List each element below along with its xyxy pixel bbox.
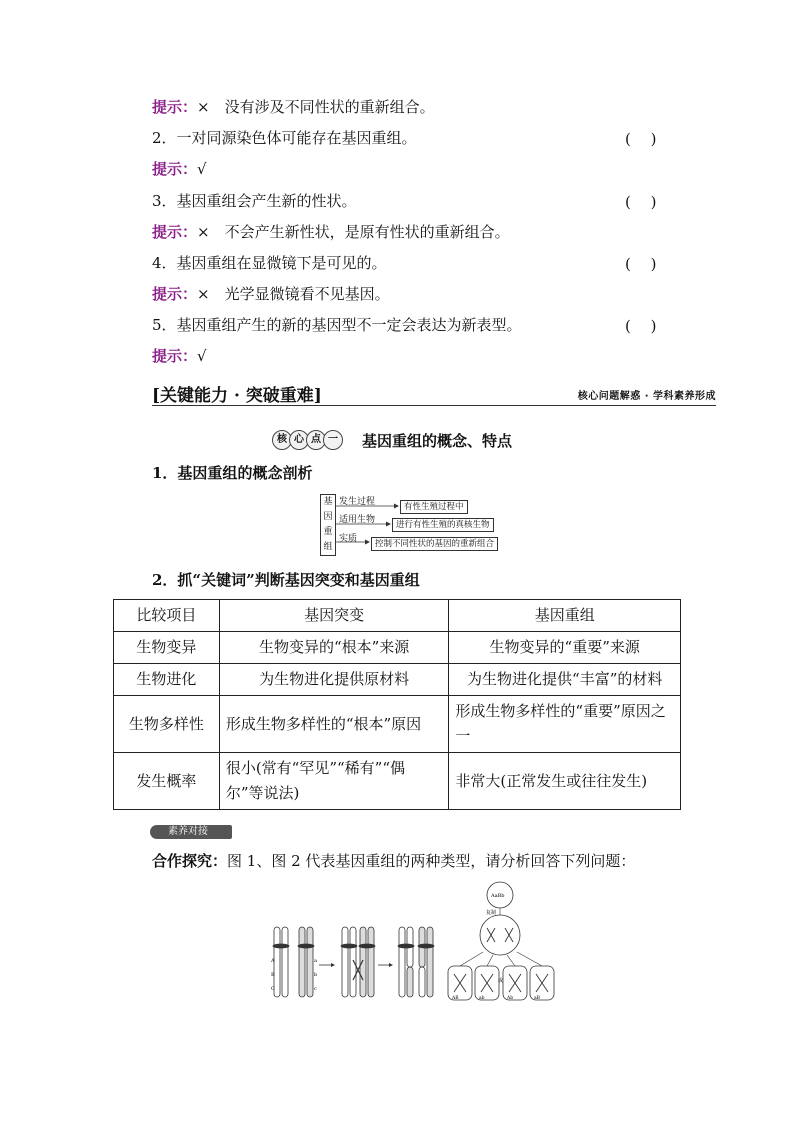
section-tag: 核心问题解惑 · 学科素养形成 [577, 391, 716, 402]
gene-label: C [271, 986, 275, 992]
core-point-heading [272, 430, 512, 450]
literacy-tag: 素养对接 [150, 825, 232, 839]
coop-label: 合作探究： [152, 852, 228, 870]
table-cell: 生物变异 [114, 632, 220, 664]
chromosome-pair-before [273, 927, 314, 997]
table-header-cell: 基因重组 [449, 600, 681, 632]
answer-paren-5[interactable]: ( ) [625, 317, 657, 335]
hint-label: 提示： [152, 285, 198, 303]
chromosome-pair-after [398, 927, 434, 997]
coop-text: 图 1、图 2 代表基因重组的两种类型，请分析回答下列问题： [227, 852, 636, 870]
table-cell: 生物多样性 [114, 696, 220, 753]
table-header-cell: 比较项目 [114, 600, 220, 632]
section-title: [关键能力 · 突破重难] [152, 386, 322, 406]
concept-vertical-char: 组 [323, 542, 333, 552]
section-header [152, 383, 716, 406]
gene-label: A [271, 958, 275, 964]
table-cell: 生物进化 [114, 664, 220, 696]
cooperative-inquiry [152, 851, 635, 871]
core-badge-char: 核 [272, 430, 292, 450]
table-cell: 生物变异的“根本”来源 [219, 632, 449, 664]
table-header-row [114, 600, 681, 632]
table-row [114, 696, 681, 753]
replicated-cell [480, 915, 520, 955]
core-badge-char: 一 [323, 430, 343, 450]
cell-genotype: ab [479, 996, 485, 1001]
hint-label: 提示： [152, 347, 198, 365]
gene-label: b [314, 972, 318, 978]
hint-line-2 [152, 159, 207, 179]
table-header-cell: 基因突变 [219, 600, 449, 632]
gene-label: c [314, 986, 317, 992]
chromosome-pair-crossover [341, 927, 375, 997]
comparison-table [113, 599, 681, 810]
core-title: 基因重组的概念、特点 [362, 431, 513, 450]
concept-label-essence: 实质 [339, 534, 358, 544]
hint-text: × 没有涉及不同性状的重新组合。 [197, 98, 435, 116]
table-row [114, 632, 681, 664]
question-4: 4．基因重组在显微镜下是可见的。 [152, 254, 387, 272]
answer-paren-2[interactable]: ( ) [625, 130, 657, 148]
table-cell: 生物变异的“重要”来源 [449, 632, 681, 664]
hint-label: 提示： [152, 223, 198, 241]
table-cell: 非常大(正常发生或往往发生) [449, 753, 681, 810]
arrow-icon [378, 963, 393, 967]
answer-paren-3[interactable]: ( ) [625, 193, 657, 211]
hint-line-5 [152, 346, 207, 366]
subheading-2: 2．抓“关键词”判断基因突变和基因重组 [152, 571, 420, 589]
table-row [114, 664, 681, 696]
cell-genotype: AB [452, 996, 459, 1001]
concept-label-process: 发生过程 [339, 497, 376, 507]
concept-vertical-char: 重 [323, 527, 333, 537]
hint-text: √ [197, 160, 207, 178]
cell-genotype: AaBb [491, 893, 505, 899]
table-cell: 很小(常有“罕见”“稀有”“偶尔”等说法) [219, 753, 449, 810]
question-3: 3．基因重组会产生新的性状。 [152, 192, 357, 210]
or-label: 或 [498, 978, 504, 984]
hint-line-3 [152, 222, 510, 242]
gene-label: a [314, 958, 317, 964]
hint-text: √ [197, 347, 207, 365]
concept-box-essence: 控制不同性状的基因的重新组合 [371, 537, 498, 551]
table-cell: 形成生物多样性的“重要”原因之一 [449, 696, 681, 753]
figure-2-label: 复制 [486, 910, 497, 916]
hint-text: × 光学显微镜看不见基因。 [197, 285, 390, 303]
answer-paren-4[interactable]: ( ) [625, 255, 657, 273]
concept-box-process: 有性生殖过程中 [400, 500, 468, 514]
table-cell: 形成生物多样性的“根本”原因 [219, 696, 449, 753]
core-badge [272, 430, 340, 450]
concept-box-organism: 进行有性生殖的真核生物 [392, 518, 494, 532]
arrow-icon [319, 963, 335, 967]
table-cell: 为生物进化提供原材料 [219, 664, 449, 696]
concept-vertical-char: 基 [323, 497, 333, 507]
hint-label: 提示： [152, 160, 198, 178]
gene-label: B [271, 972, 275, 978]
hint-line-1 [152, 97, 435, 117]
hint-label: 提示： [152, 98, 198, 116]
cell-genotype: aB [534, 996, 540, 1001]
hint-text: × 不会产生新性状，是原有性状的重新组合。 [197, 223, 510, 241]
subheading-1: 1．基因重组的概念剖析 [152, 464, 313, 482]
concept-label-organism: 适用生物 [339, 515, 376, 525]
concept-vertical-char: 因 [323, 512, 333, 522]
question-2: 2．一对同源染色体可能存在基因重组。 [152, 129, 417, 147]
parent-cell [487, 882, 513, 908]
hint-line-4 [152, 284, 390, 304]
core-badge-char: 点 [306, 430, 326, 450]
table-cell: 发生概率 [114, 753, 220, 810]
question-5: 5．基因重组产生的新的基因型不一定会表达为新表型。 [152, 316, 522, 334]
recombination-figure [265, 880, 565, 1005]
table-cell: 为生物进化提供“丰富”的材料 [449, 664, 681, 696]
cell-genotype: Ab [507, 996, 514, 1001]
concept-diagram [320, 494, 510, 556]
table-row [114, 753, 681, 810]
core-badge-char: 心 [289, 430, 309, 450]
